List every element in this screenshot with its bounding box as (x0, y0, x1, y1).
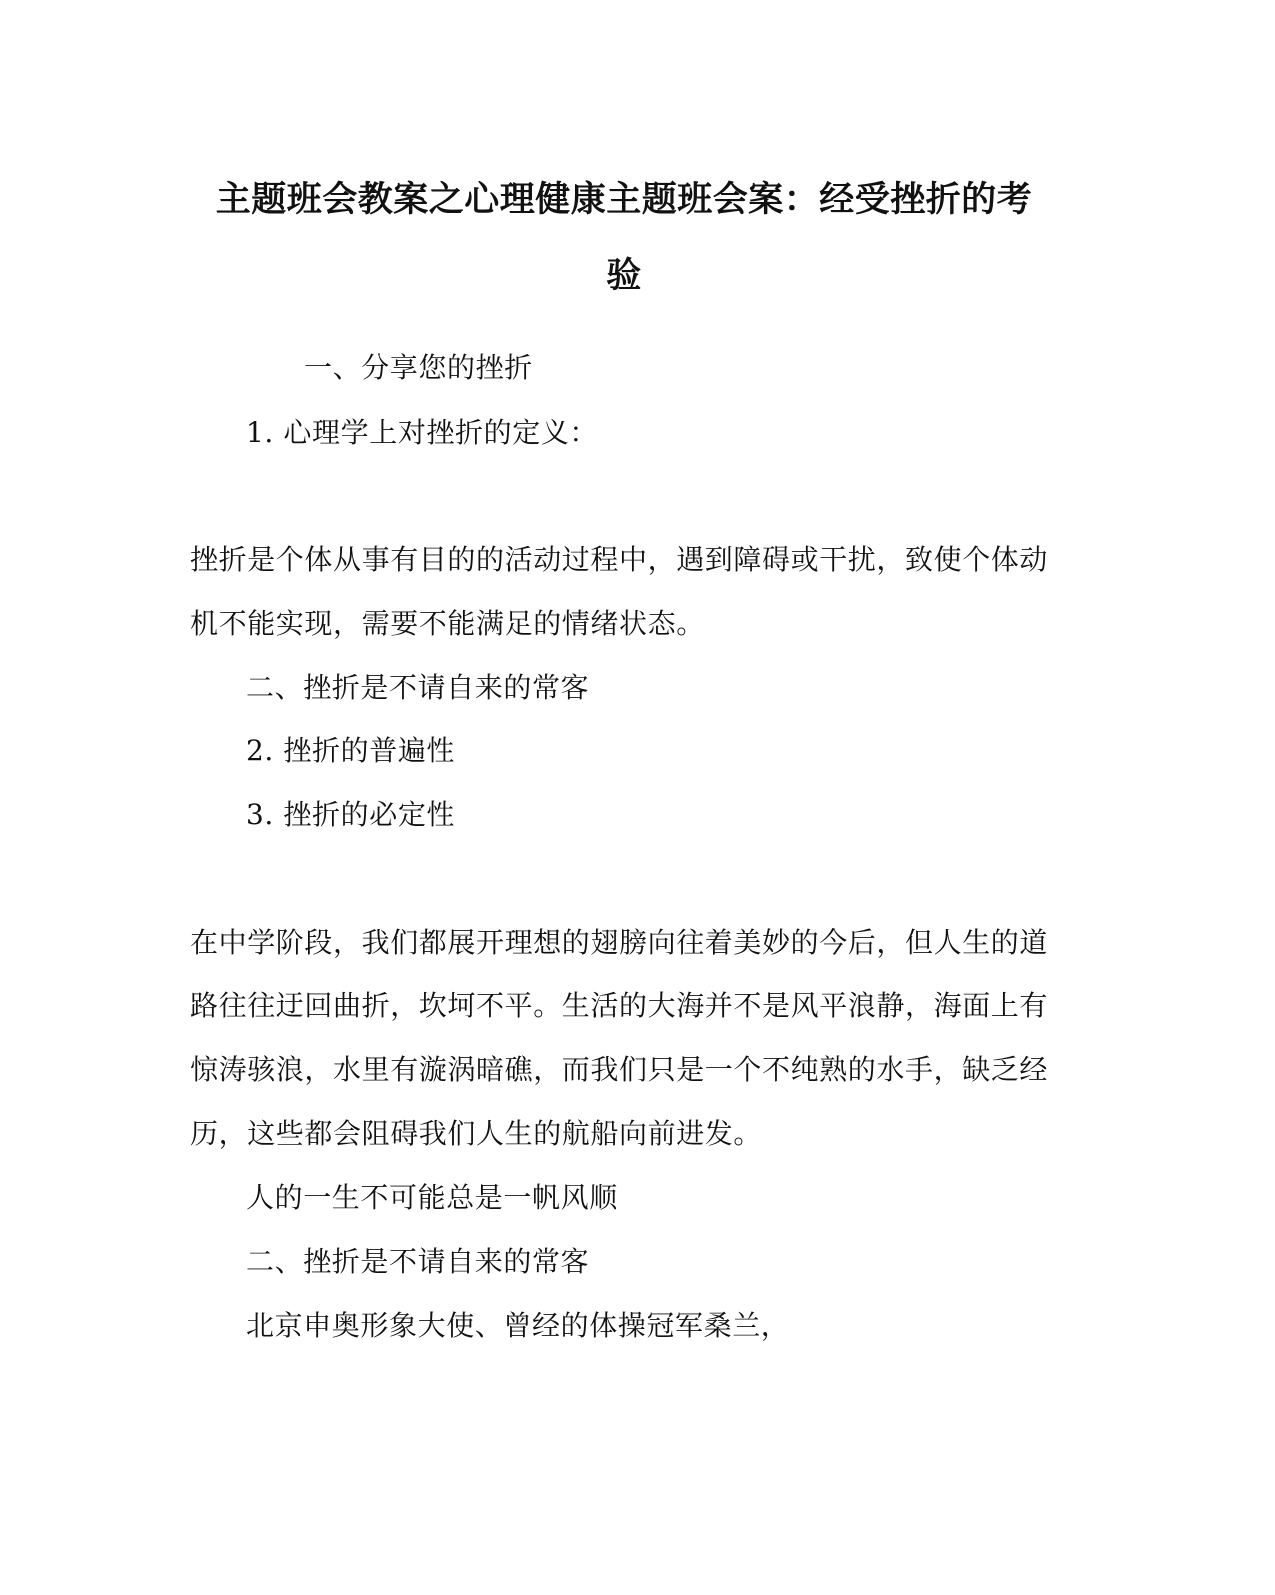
list-item-definition: 1. 心理学上对挫折的定义： (246, 416, 599, 449)
section-heading-2: 二、挫折是不请自来的常客 (246, 671, 590, 704)
title-line-2: 验 (606, 256, 642, 296)
paragraph-line: 挫折是个体从事有目的的活动过程中，遇到障碍或干扰，致使个体动 (190, 543, 1049, 576)
list-item-inevitability: 3. 挫折的必定性 (246, 798, 456, 831)
paragraph-line: 人的一生不可能总是一帆风顺 (246, 1181, 618, 1214)
section-heading-1: 一、分享您的挫折 (304, 351, 533, 384)
title-line-1: 主题班会教案之心理健康主题班会案：经受挫折的考 (215, 180, 1033, 220)
document-title (190, 162, 1058, 314)
paragraph-line: 在中学阶段，我们都展开理想的翅膀向往着美妙的今后，但人生的道 (190, 926, 1049, 959)
section-heading-repeat: 二、挫折是不请自来的常客 (246, 1245, 590, 1278)
paragraph-line: 机不能实现，需要不能满足的情绪状态。 (190, 607, 705, 640)
paragraph-line: 惊涛骇浪，水里有漩涡暗礁，而我们只是一个不纯熟的水手，缺乏经 (190, 1053, 1049, 1086)
paragraph-line: 北京申奥形象大使、曾经的体操冠军桑兰， (246, 1309, 790, 1342)
paragraph-line: 路往往迂回曲折，坎坷不平。生活的大海并不是风平浪静，海面上有 (190, 989, 1049, 1022)
list-item-universality: 2. 挫折的普遍性 (246, 734, 456, 767)
paragraph-line: 历，这些都会阻碍我们人生的航船向前进发。 (190, 1117, 763, 1150)
